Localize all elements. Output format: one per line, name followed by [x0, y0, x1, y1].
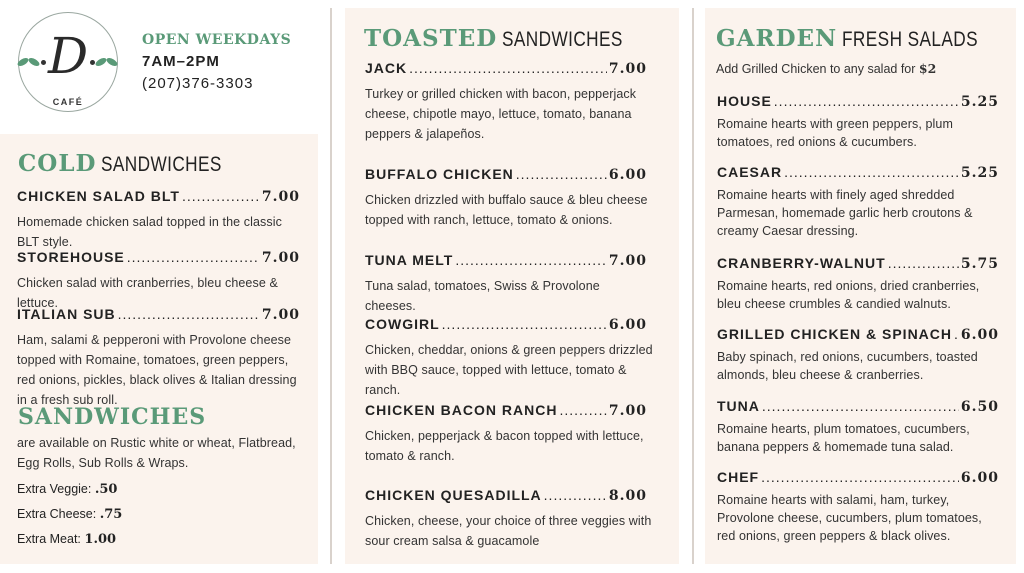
item-price: 8.00 — [608, 488, 647, 504]
item-desc: Ham, salami & pepperoni with Provolone cheese topped with Romaine, tomatoes, green peppers, red onions, pickles, black olives & Italian dressing in a fresh sub roll. — [17, 333, 297, 407]
item-price: 7.00 — [608, 61, 647, 77]
cold-sandwiches-title — [18, 152, 248, 175]
extra-price: 1.00 — [84, 532, 117, 547]
logo-subtitle: CAFÉ — [52, 97, 84, 107]
item-name: CHICKEN QUESADILLA — [365, 487, 542, 503]
item-head — [365, 252, 647, 269]
item-desc: Tuna salad, tomatoes, Swiss & Provolone cheeses. — [365, 279, 600, 313]
menu-item — [717, 255, 999, 313]
item-head — [365, 487, 647, 504]
menu-item — [17, 249, 300, 313]
item-desc: Chicken, cheese, your choice of three veggies with sour cream salsa & guacamole — [365, 514, 652, 548]
extra-price: .75 — [99, 507, 123, 522]
item-price: 6.00 — [608, 167, 647, 183]
item-head — [717, 93, 999, 110]
extra-label: Extra Meat: — [17, 532, 81, 546]
dot-leader — [774, 93, 959, 109]
dot-leader — [954, 326, 959, 342]
item-desc: Chicken, cheddar, onions & green peppers drizzled with BBQ sauce, topped with lettuce, tomato & ranch. — [365, 343, 653, 397]
dot-leader — [762, 398, 959, 414]
phone: (207)376-3303 — [142, 75, 254, 92]
item-desc: Homemade chicken salad topped in the classic BLT style. — [17, 215, 282, 249]
item-name: CRANBERRY-WALNUT — [717, 255, 886, 271]
dot-leader — [888, 255, 959, 271]
item-head — [17, 306, 300, 323]
salad-note — [716, 61, 936, 76]
menu-item — [717, 164, 999, 240]
menu-item — [17, 188, 300, 252]
item-desc: Romaine hearts with salami, ham, turkey, Provolone cheese, cucumbers, plum tomatoes, red onions, green peppers & black olives. — [717, 493, 982, 543]
menu-item — [365, 60, 647, 144]
item-desc: Chicken drizzled with buffalo sauce & bleu cheese topped with ranch, lettuce, tomato & onions. — [365, 193, 648, 227]
item-price: 6.00 — [960, 470, 999, 486]
item-desc: Baby spinach, red onions, cucumbers, toasted almonds, bleu cheese & cranberries. — [717, 350, 978, 382]
item-name: JACK — [365, 60, 408, 76]
item-desc: Turkey or grilled chicken with bacon, pepperjack cheese, chipotle mayo, lettuce, tomato, banana peppers & jalapeños. — [365, 87, 637, 141]
item-price: 5.25 — [960, 165, 999, 181]
sandwiches-title: SANDWICHES — [18, 404, 207, 430]
item-head — [365, 402, 647, 419]
item-price: 7.00 — [608, 403, 647, 419]
dot-leader — [559, 402, 606, 418]
dot-leader — [409, 60, 607, 76]
salad-note-price: $2 — [918, 61, 937, 76]
item-price: 6.00 — [608, 317, 647, 333]
garden-title-rest: FRESH SALADS — [841, 28, 978, 51]
item-head — [717, 326, 999, 343]
item-head — [365, 60, 647, 77]
item-price: 5.75 — [960, 256, 999, 272]
item-price: 7.00 — [261, 189, 300, 205]
dot-leader — [442, 316, 607, 332]
item-head — [717, 469, 999, 486]
item-name: STOREHOUSE — [17, 249, 125, 265]
menu-item — [717, 398, 999, 456]
menu-item — [365, 166, 647, 230]
menu-item — [717, 326, 999, 384]
menu-item — [17, 306, 307, 410]
dot-leader — [455, 252, 607, 268]
item-head — [17, 249, 300, 266]
logo-letter: D — [47, 27, 89, 85]
cold-title-main: COLD — [18, 150, 97, 177]
extra-price: .50 — [94, 482, 118, 497]
menu-item — [365, 402, 647, 466]
menu-item — [365, 487, 652, 551]
cafe-logo — [18, 12, 118, 112]
extra-label: Extra Cheese: — [17, 507, 97, 521]
item-name: CHICKEN BACON RANCH — [365, 402, 558, 418]
garden-title-main: GARDEN — [716, 25, 838, 52]
dot-leader — [544, 487, 607, 503]
item-name: CHICKEN SALAD BLT — [17, 188, 180, 204]
item-head — [17, 188, 300, 205]
item-name: BUFFALO CHICKEN — [365, 166, 514, 182]
item-name: GRILLED CHICKEN & SPINACH — [717, 326, 953, 342]
item-head — [365, 166, 647, 183]
dot-leader — [761, 469, 959, 485]
menu-item — [717, 93, 999, 151]
item-head — [717, 164, 999, 181]
dot-leader — [516, 166, 607, 182]
menu-item — [717, 469, 999, 545]
divider-left — [330, 8, 332, 564]
item-name: CAESAR — [717, 164, 783, 180]
toasted-title-main: TOASTED — [364, 25, 498, 52]
item-name: ITALIAN SUB — [17, 306, 116, 322]
toasted-sandwiches-title — [364, 27, 649, 50]
item-desc: Chicken salad with cranberries, bleu cheese & lettuce. — [17, 276, 278, 310]
item-name: HOUSE — [717, 93, 772, 109]
extra-cheese — [17, 507, 122, 522]
item-head — [717, 255, 999, 272]
dot-leader — [784, 164, 959, 180]
open-label: OPEN WEEKDAYS — [142, 32, 292, 48]
leaf-right-icon — [95, 55, 119, 69]
cold-title-rest: SANDWICHES — [100, 153, 222, 176]
hours: 7AM–2PM — [142, 53, 220, 70]
garden-salads-title — [716, 27, 1007, 50]
dot-leader — [182, 188, 260, 204]
item-head — [717, 398, 999, 415]
item-desc: Romaine hearts with finely aged shredded Parmesan, homemade garlic herb croutons & creamy Caesar dressing. — [717, 188, 973, 238]
item-name: TUNA MELT — [365, 252, 454, 268]
item-price: 6.50 — [960, 399, 999, 415]
item-desc: Romaine hearts, red onions, dried cranberries, bleu cheese crumbles & candied walnuts. — [717, 279, 980, 311]
menu-item — [365, 252, 647, 316]
item-desc: Chicken, pepperjack & bacon topped with lettuce, tomato & ranch. — [365, 429, 644, 463]
item-name: CHEF — [717, 469, 760, 485]
item-head — [365, 316, 647, 333]
item-name: COWGIRL — [365, 316, 440, 332]
item-price: 7.00 — [261, 250, 300, 266]
item-desc: Romaine hearts with green peppers, plum tomatoes, red onions & cucumbers. — [717, 117, 953, 149]
dot-leader — [127, 249, 260, 265]
extra-label: Extra Veggie: — [17, 482, 92, 496]
dot-leader — [118, 306, 260, 322]
extra-meat — [17, 532, 116, 547]
divider-right — [692, 8, 694, 564]
item-desc: Romaine hearts, plum tomatoes, cucumbers, banana peppers & homemade tuna salad. — [717, 422, 970, 454]
salad-note-text: Add Grilled Chicken to any salad for — [716, 62, 919, 76]
item-name: TUNA — [717, 398, 760, 414]
item-price: 5.25 — [960, 94, 999, 110]
extra-veggie — [17, 482, 117, 497]
item-price: 7.00 — [608, 253, 647, 269]
item-price: 6.00 — [960, 327, 999, 343]
menu-item — [365, 316, 653, 400]
sandwiches-desc: are available on Rustic white or wheat, Flatbread, Egg Rolls, Sub Rolls & Wraps. — [17, 436, 296, 470]
toasted-title-rest: SANDWICHES — [501, 28, 623, 51]
item-price: 7.00 — [261, 307, 300, 323]
